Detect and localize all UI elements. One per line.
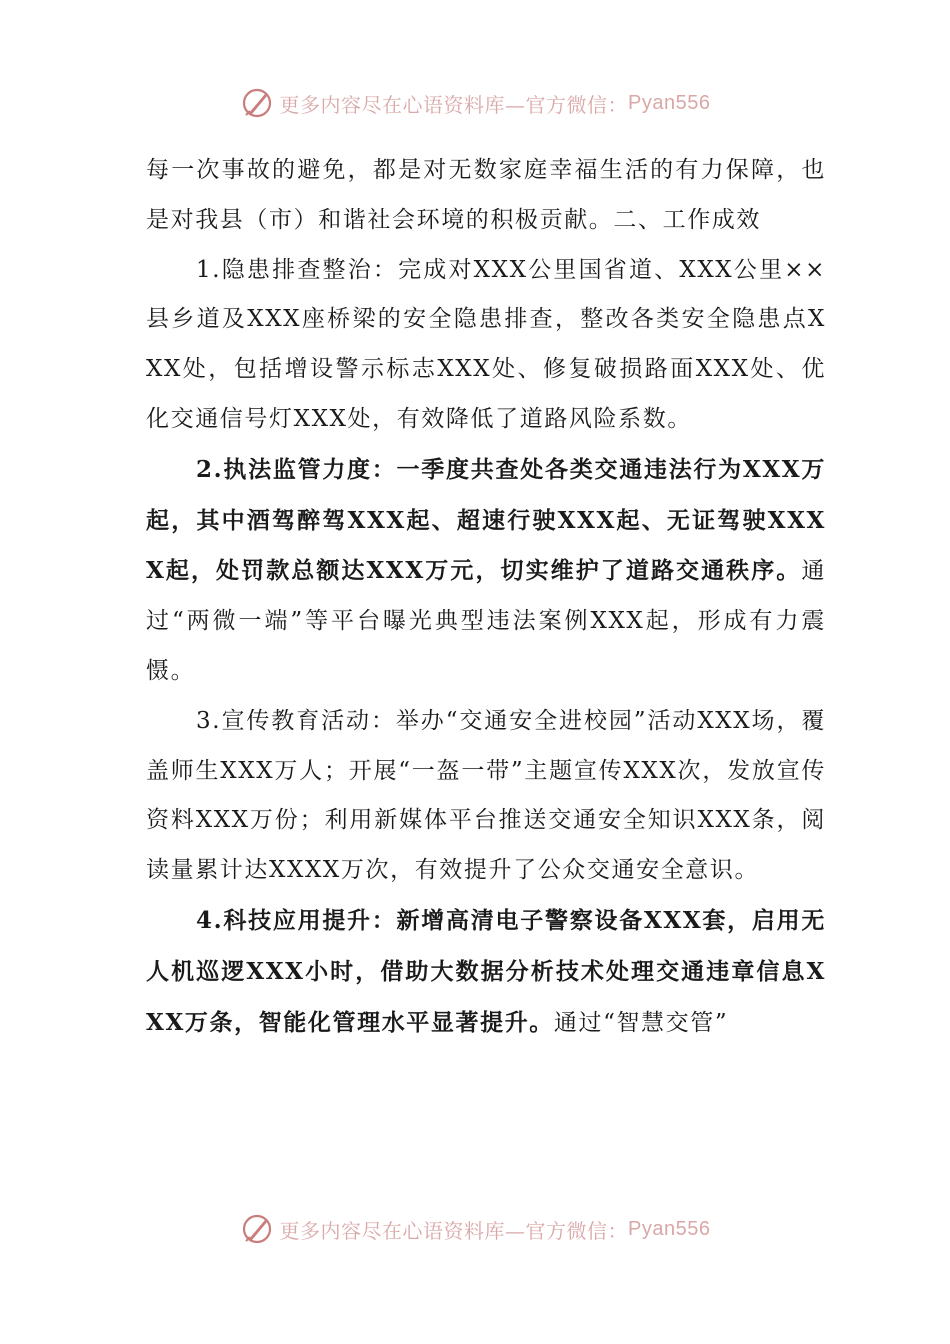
paragraph-hazard-inspection [146,246,826,445]
watermark-id: Pyan556 [628,91,711,114]
text-segment: 每一次事故的避免，都是对无数家庭幸福生活的有力保障，也是对我县（市）和谐社会环境的积极贡献。二、工作成效 [146,157,826,233]
text-segment: 3.宣传教育活动：举办“交通安全进校园”活动XXX场，覆盖师生XXX万人；开展“一盔一带”主题宣传XXX次，发放宣传资料XXX万份；利用新媒体平台推送交通安全知识XXX条，阅读量累计达XXXX万次，有效提升了公众交通安全意识。 [146,707,826,884]
paragraph-publicity [146,697,826,896]
watermark-text: 更多内容尽在心语资料库—官方微信： [279,1218,629,1243]
pen-quill-icon [240,86,274,120]
bold-text-segment: 4.科技应用提升：新增高清电子警察设备XXX套，启用无人机巡逻XXX小时，借助大数据分析技术处理交通违章信息XXX万条，智能化管理水平显著提升。 [146,906,826,1036]
pen-quill-icon [240,1212,274,1246]
bold-text-segment: 2.执法监管力度：一季度共查处各类交通违法行为XXX万起，其中酒驾醉驾XXX起、超速行驶XXX起、无证驾驶XXXX起，处罚款总额达XXX万元，切实维护了道路交通秩序。 [146,455,826,585]
paragraph-technology [146,896,826,1048]
watermark-id: Pyan556 [628,1217,711,1240]
paragraph-enforcement [146,445,826,697]
watermark-text: 更多内容尽在心语资料库—官方微信： [279,92,629,117]
paragraph-intro [146,146,826,246]
text-segment: 通过“两微一端”等平台曝光典型违法案例XXX起，形成有力震慑。 [146,558,826,684]
document-body [146,146,826,1048]
text-segment: 通过“智慧交管” [553,1009,729,1036]
text-segment: 1.隐患排查整治：完成对XXX公里国省道、XXX公里××县乡道及XXX座桥梁的安全隐患排查，整改各类安全隐患点XXX处，包括增设警示标志XXX处、修复破损路面XXX处、优化交通信号灯XXX处，有效降低了道路风险系数。 [146,256,826,432]
watermark-footer [0,1212,950,1246]
watermark-header [0,86,950,120]
